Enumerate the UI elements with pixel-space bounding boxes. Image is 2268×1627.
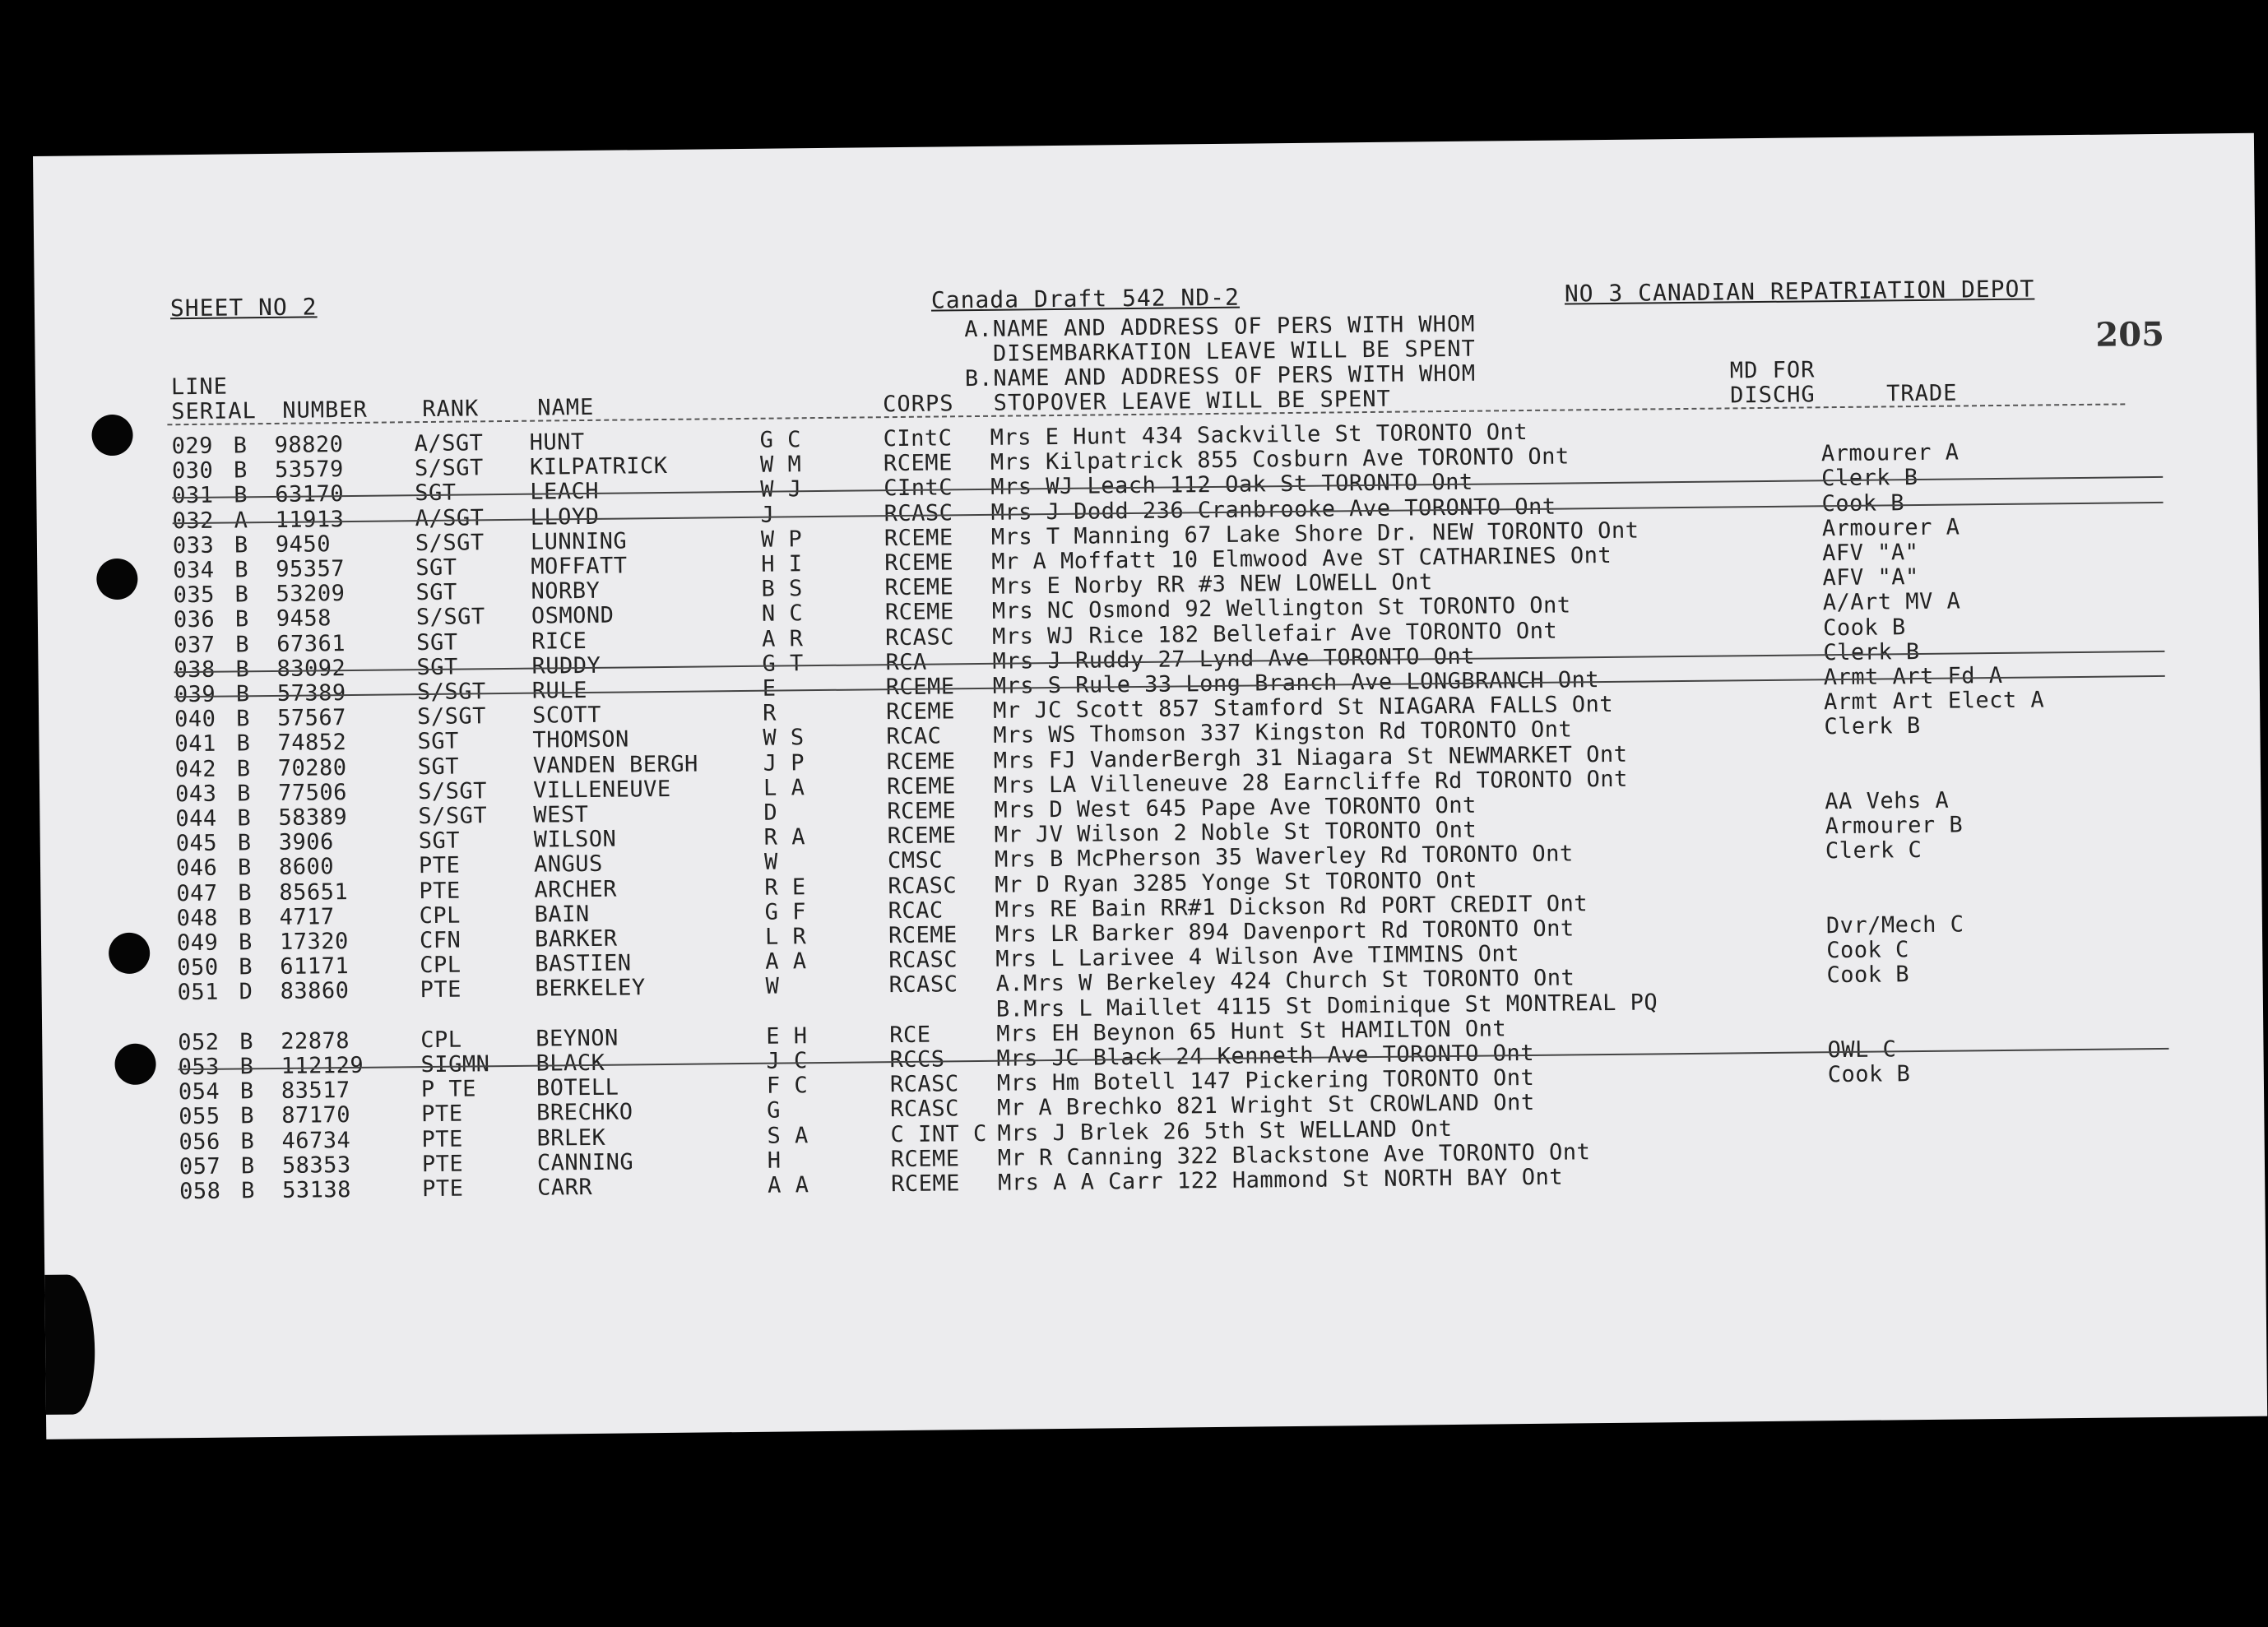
- rank: PTE: [419, 878, 461, 904]
- line-serial: 031: [172, 483, 214, 509]
- leave-address: Mrs NC Osmond 92 Wellington St TORONTO Ont: [991, 592, 1571, 625]
- number-prefix: B: [241, 1178, 256, 1204]
- line-serial: 045: [175, 830, 218, 857]
- leave-address: Mrs JC Black 24 Kenneth Ave TORONTO Ont: [996, 1040, 1535, 1072]
- initials: G T: [762, 651, 804, 677]
- surname: ARCHER: [534, 876, 618, 903]
- surname: LLOYD: [530, 503, 600, 531]
- initials: A A: [765, 948, 807, 975]
- regimental-number: 53579: [274, 457, 344, 484]
- leave-address: Mrs Kilpatrick 855 Cosburn Ave TORONTO Ont: [990, 443, 1570, 476]
- rank: PTE: [422, 1175, 464, 1203]
- trade: AFV "A": [1822, 564, 1919, 591]
- corps: CMSC: [887, 847, 944, 874]
- leave-address: Mr JC Scott 857 Stamford St NIAGARA FALLS Ont: [992, 692, 1614, 725]
- col-name: NAME: [537, 394, 595, 421]
- regimental-number: 57567: [277, 705, 347, 732]
- number-prefix: B: [238, 905, 253, 931]
- line-serial: 044: [175, 805, 217, 832]
- surname: HUNT: [529, 429, 585, 456]
- number-prefix: B: [237, 805, 252, 832]
- surname: BLACK: [536, 1050, 605, 1077]
- number-prefix: A: [234, 507, 248, 534]
- number-prefix: B: [240, 1103, 255, 1129]
- surname: VANDEN BERGH: [532, 751, 699, 779]
- regimental-number: 95357: [276, 556, 346, 582]
- col-line-serial: LINE SERIAL: [170, 373, 257, 425]
- regimental-number: 67361: [276, 630, 346, 657]
- trade: Dvr/Mech C: [1825, 911, 1964, 939]
- col-trade: TRADE: [1885, 380, 1958, 407]
- initials: F C: [766, 1073, 809, 1099]
- trade: Armourer A: [1821, 514, 1960, 542]
- line-serial: 033: [172, 532, 215, 559]
- col-corps: CORPS: [883, 391, 954, 418]
- leave-address: Mrs J Brlek 26 5th St WELLAND Ont: [997, 1115, 1453, 1147]
- corps: RCASC: [884, 499, 953, 526]
- surname: WEST: [533, 801, 589, 828]
- corps: RCEME: [887, 798, 957, 825]
- corps: CIntC: [884, 475, 953, 502]
- initials: L R: [764, 924, 807, 950]
- line-serial: 037: [174, 632, 216, 658]
- trade: Cook B: [1826, 962, 1910, 989]
- leave-address: Mrs WJ Rice 182 Bellefair Ave TORONTO Ont: [992, 618, 1558, 650]
- leave-address: Mrs B McPherson 35 Waverley Rd TORONTO Ont: [994, 841, 1574, 874]
- leave-address: Mr JV Wilson 2 Noble St TORONTO Ont: [994, 817, 1477, 848]
- number-prefix: B: [240, 1128, 255, 1155]
- initials: R: [762, 700, 777, 726]
- leave-address: Mrs Hm Botell 147 Pickering TORONTO Ont: [996, 1065, 1535, 1096]
- number-prefix: B: [237, 830, 252, 856]
- line-serial: 029: [171, 433, 214, 460]
- leave-address: Mrs A A Carr 122 Hammond St NORTH BAY Ont: [997, 1164, 1564, 1196]
- surname: KILPATRICK: [529, 453, 668, 480]
- number-prefix: B: [234, 606, 249, 633]
- regimental-number: 53138: [282, 1177, 352, 1203]
- trade: AFV "A": [1822, 540, 1919, 567]
- initials: R A: [763, 824, 806, 851]
- initials: W S: [763, 725, 805, 752]
- number-prefix: B: [234, 582, 249, 608]
- draft-title: Canada Draft 542 ND-2: [930, 283, 1241, 314]
- number-prefix: B: [239, 1078, 254, 1105]
- rank: CPL: [419, 902, 461, 929]
- corps: RCA: [885, 649, 927, 675]
- rank: S/SGT: [415, 604, 485, 631]
- rank: S/SGT: [417, 703, 487, 730]
- regimental-number: 70280: [277, 754, 347, 781]
- rank: PTE: [421, 1101, 463, 1128]
- rank: PTE: [421, 1126, 463, 1152]
- col-md-for-dischg: MD FOR DISCHG: [1729, 357, 1816, 409]
- surname: RUDDY: [531, 652, 601, 679]
- regimental-number: 85651: [279, 878, 349, 906]
- sheet-number: SHEET NO 2: [169, 293, 318, 322]
- leave-address: Mrs WS Thomson 337 Kingston Rd TORONTO Ont: [993, 716, 1573, 749]
- line-serial: 052: [178, 1029, 220, 1056]
- page-number: 205: [2095, 314, 2165, 355]
- surname: BRLEK: [536, 1124, 606, 1152]
- line-serial: 055: [179, 1104, 220, 1130]
- line-serial: 039: [174, 681, 216, 708]
- line-serial: 035: [173, 582, 216, 609]
- rank: S/SGT: [417, 778, 488, 804]
- regimental-number: 63170: [275, 481, 345, 508]
- initials: W M: [759, 452, 802, 478]
- corps: RCAC: [888, 897, 944, 924]
- initials: H: [767, 1147, 782, 1174]
- line-serial: 046: [175, 855, 218, 882]
- regimental-number: 4717: [279, 904, 335, 930]
- corps: RCE: [889, 1022, 931, 1048]
- trade: Clerk B: [1824, 713, 1921, 740]
- regimental-number: 74852: [277, 730, 347, 757]
- number-prefix: B: [235, 681, 250, 707]
- trade: Cook C: [1826, 937, 1909, 964]
- number-prefix: B: [236, 730, 251, 757]
- line-serial: 040: [174, 706, 216, 733]
- surname: CANNING: [536, 1149, 634, 1176]
- number-prefix: B: [234, 482, 248, 508]
- surname: BRECHKO: [536, 1099, 633, 1127]
- rank: PTE: [418, 853, 461, 879]
- rank: SGT: [416, 654, 458, 680]
- trade: Cook B: [1822, 614, 1906, 641]
- initials: J: [760, 502, 775, 528]
- leave-address: Mr D Ryan 3285 Yonge St TORONTO Ont: [995, 867, 1477, 898]
- surname: BASTIEN: [535, 950, 632, 977]
- leave-address: Mrs E Norby RR #3 NEW LOWELL Ont: [991, 569, 1433, 600]
- leave-address: Mrs T Manning 67 Lake Shore Dr. NEW TORONTO Ont: [990, 517, 1640, 550]
- line-serial: 058: [179, 1178, 221, 1205]
- rank: SGT: [416, 629, 458, 656]
- leave-address: Mrs WJ Leach 112 Oak St TORONTO Ont: [990, 470, 1473, 501]
- number-prefix: B: [237, 855, 253, 881]
- surname: BAIN: [534, 901, 590, 928]
- document-sheet: [33, 133, 2267, 1439]
- regimental-number: 17320: [279, 929, 349, 955]
- line-serial: 034: [173, 557, 215, 584]
- initials: H I: [761, 551, 803, 577]
- initials: W: [763, 849, 778, 876]
- initials: W: [765, 973, 780, 1000]
- line-serial: 041: [174, 731, 216, 758]
- corps: RCAC: [886, 723, 942, 750]
- leave-address: Mrs L Larivee 4 Wilson Ave TIMMINS Ont: [995, 941, 1520, 972]
- leave-address: Mrs J Ruddy 27 Lynd Ave TORONTO Ont: [992, 643, 1476, 674]
- trade: Clerk C: [1825, 837, 1922, 864]
- initials: J P: [763, 749, 805, 776]
- number-prefix: B: [234, 557, 249, 583]
- leave-address: Mrs J Dodd 236 Cranbrooke Ave TORONTO Ont: [990, 494, 1556, 526]
- line-serial: 054: [178, 1078, 220, 1106]
- number-prefix: B: [236, 706, 251, 732]
- initials: E H: [766, 1022, 808, 1050]
- regimental-number: 77506: [277, 779, 348, 806]
- trade: Armt Art Elect A: [1823, 687, 2045, 716]
- number-prefix: B: [235, 656, 250, 683]
- corps: RCASC: [889, 1071, 959, 1098]
- initials: W J: [760, 476, 802, 503]
- corps: RCASC: [890, 1096, 960, 1123]
- rank: SGT: [415, 579, 458, 606]
- rank: CPL: [420, 1027, 462, 1053]
- leave-address: B.Mrs L Maillet 4115 St Dominique St MONTREAL PQ: [995, 989, 1658, 1022]
- leave-address: Mrs S Rule 33 Long Branch Ave LONGBRANCH Ont: [992, 667, 1600, 699]
- corps: RCEME: [884, 525, 953, 551]
- rank: SGT: [417, 729, 459, 755]
- regimental-number: 83860: [280, 978, 350, 1005]
- line-serial: 042: [174, 756, 217, 782]
- corps: C INT C: [890, 1120, 987, 1147]
- regimental-number: 112129: [281, 1052, 364, 1079]
- regimental-number: 61171: [280, 953, 350, 980]
- trade: Armt Art Fd A: [1823, 662, 2003, 691]
- regimental-number: 87170: [281, 1102, 351, 1129]
- initials: W P: [760, 526, 803, 553]
- leave-address: A.Mrs W Berkeley 424 Church St TORONTO Ont: [995, 965, 1575, 998]
- corps: RCASC: [888, 971, 958, 999]
- corps: RCASC: [888, 872, 958, 899]
- initials: E: [762, 675, 777, 702]
- number-prefix: B: [233, 457, 248, 484]
- leave-address: Mrs LR Barker 894 Davenport Rd TORONTO Ont: [995, 915, 1575, 948]
- corps: RCEME: [886, 748, 956, 775]
- leave-address: Mr A Brechko 821 Wright St CROWLAND Ont: [997, 1090, 1535, 1122]
- torn-edge: [44, 1274, 95, 1415]
- line-serial: 047: [176, 880, 218, 906]
- rank: PTE: [421, 1151, 464, 1177]
- surname: LUNNING: [530, 528, 628, 555]
- regimental-number: 53209: [276, 581, 346, 608]
- trade: Cook B: [1821, 489, 1905, 517]
- regimental-number: 3906: [278, 829, 334, 856]
- regimental-number: 58353: [281, 1152, 351, 1179]
- corps: RCEME: [890, 1146, 960, 1172]
- line-serial: 051: [177, 980, 220, 1006]
- number-prefix: B: [238, 879, 253, 906]
- line-serial: 056: [179, 1129, 220, 1155]
- line-serial: 032: [172, 508, 215, 534]
- rank: S/SGT: [415, 530, 485, 556]
- trade: OWL C: [1827, 1036, 1897, 1064]
- corps: RCEME: [890, 1170, 961, 1198]
- col-address: A.NAME AND ADDRESS OF PERS WITH WHOM DISEMBARKATION LEAVE WILL BE SPENT B.NAME AND ADDRESS OF PERS WITH WHOM STOPOVER LEAVE WILL BE SPENT: [964, 311, 1477, 417]
- corps: RCEME: [884, 574, 954, 601]
- initials: S A: [767, 1122, 809, 1149]
- rank: A/SGT: [414, 430, 484, 457]
- regimental-number: 22878: [281, 1027, 350, 1055]
- initials: G C: [759, 427, 802, 453]
- rank: A/SGT: [415, 504, 485, 531]
- leave-address: Mr A Moffatt 10 Elmwood Ave ST CATHARINES Ont: [991, 542, 1612, 575]
- rank: SGT: [415, 480, 457, 507]
- regimental-number: 46734: [281, 1127, 351, 1154]
- surname: MOFFATT: [531, 553, 628, 580]
- line-serial: 043: [174, 781, 217, 808]
- trade: A/Art MV A: [1822, 588, 1961, 616]
- surname: BOTELL: [536, 1074, 619, 1101]
- corps: RCEME: [883, 450, 953, 477]
- surname: RICE: [531, 628, 587, 655]
- number-prefix: D: [239, 979, 253, 1005]
- trade: Clerk B: [1821, 465, 1918, 492]
- rank: CPL: [420, 952, 461, 979]
- trade: Clerk B: [1823, 638, 1920, 666]
- surname: CARR: [537, 1174, 593, 1201]
- rank: SGT: [415, 554, 457, 582]
- line-serial: 030: [171, 457, 214, 484]
- surname: VILLENEUVE: [532, 776, 671, 804]
- leave-address: Mrs E Hunt 434 Sackville St TORONTO Ont: [990, 419, 1528, 451]
- surname: SCOTT: [531, 702, 602, 729]
- surname: NORBY: [531, 577, 601, 605]
- line-serial: 036: [173, 607, 216, 633]
- rank: SGT: [418, 827, 461, 855]
- initials: J C: [766, 1048, 809, 1074]
- surname: LEACH: [530, 479, 600, 506]
- rank: PTE: [420, 976, 462, 1004]
- corps: RCEME: [888, 922, 958, 949]
- surname: RULE: [531, 677, 588, 704]
- leave-address: Mrs LA Villeneuve 28 Earncliffe Rd TORONTO Ont: [993, 766, 1628, 799]
- number-prefix: B: [233, 433, 248, 459]
- corps: RCEME: [884, 599, 954, 626]
- initials: B S: [761, 576, 804, 602]
- initials: R E: [764, 874, 806, 901]
- rank: SGT: [417, 753, 460, 780]
- rank: P TE: [420, 1076, 477, 1103]
- rank: SIGMN: [420, 1051, 490, 1078]
- initials: A R: [762, 625, 804, 652]
- rank: CFN: [419, 927, 461, 954]
- regimental-number: 11913: [275, 506, 345, 533]
- line-serial: 050: [177, 954, 219, 981]
- number-prefix: B: [234, 532, 248, 559]
- corps: RCEME: [884, 549, 954, 577]
- number-prefix: B: [239, 1054, 254, 1080]
- corps: RCEME: [885, 674, 955, 701]
- surname: ANGUS: [533, 851, 603, 878]
- line-serial: 038: [174, 656, 216, 684]
- regimental-number: 57389: [276, 680, 346, 707]
- surname: THOMSON: [532, 726, 629, 754]
- corps: RCCS: [889, 1046, 945, 1073]
- initials: G: [767, 1097, 782, 1124]
- number-prefix: B: [236, 781, 252, 807]
- regimental-number: 83092: [276, 655, 346, 682]
- initials: L A: [763, 775, 805, 801]
- number-prefix: B: [239, 954, 253, 980]
- initials: D: [763, 800, 778, 826]
- regimental-number: 8600: [278, 854, 335, 881]
- corps: RCEME: [886, 773, 957, 800]
- corps: RCASC: [885, 623, 955, 651]
- surname: OSMOND: [531, 603, 615, 630]
- rank: S/SGT: [414, 455, 484, 482]
- line-serial: 053: [178, 1054, 220, 1081]
- leave-address: Mrs D West 645 Pape Ave TORONTO Ont: [994, 792, 1477, 823]
- surname: BARKER: [534, 925, 618, 953]
- number-prefix: B: [236, 755, 251, 782]
- regimental-number: 98820: [274, 432, 344, 458]
- regimental-number: 9458: [276, 605, 332, 633]
- regimental-number: 58389: [278, 804, 348, 831]
- initials: G F: [764, 899, 807, 925]
- surname: BEYNON: [536, 1025, 619, 1052]
- line-serial: 057: [179, 1153, 221, 1180]
- depot-name: NO 3 CANADIAN REPATRIATION DEPOT: [1564, 275, 2035, 308]
- trade: Cook B: [1827, 1061, 1911, 1088]
- rank: S/SGT: [418, 803, 488, 830]
- corps: CIntC: [883, 425, 953, 452]
- leave-address: Mrs EH Beynon 65 Hunt St HAMILTON Ont: [996, 1016, 1507, 1047]
- trade: Armourer B: [1825, 812, 1964, 840]
- trade: Armourer A: [1820, 439, 1960, 467]
- surname: WILSON: [533, 826, 617, 853]
- corps: RCASC: [888, 947, 958, 974]
- surname: BERKELEY: [535, 975, 646, 1003]
- leave-address: Mr R Canning 322 Blackstone Ave TORONTO Ont: [997, 1139, 1591, 1171]
- number-prefix: B: [240, 1153, 255, 1180]
- corps: RCEME: [887, 823, 957, 850]
- initials: A A: [767, 1172, 809, 1198]
- number-prefix: B: [239, 1029, 254, 1055]
- line-serial: 049: [176, 929, 219, 957]
- number-prefix: B: [235, 631, 250, 658]
- leave-address: Mrs FJ VanderBergh 31 Niagara St NEWMARKET Ont: [993, 741, 1628, 774]
- regimental-number: 83517: [281, 1078, 350, 1105]
- corps: RCEME: [885, 698, 956, 725]
- leave-address: Mrs RE Bain RR#1 Dickson Rd PORT CREDIT Ont: [995, 891, 1589, 923]
- regimental-number: 9450: [275, 531, 332, 558]
- trade: AA Vehs A: [1825, 787, 1950, 815]
- rank: S/SGT: [416, 679, 486, 706]
- line-serial: 048: [176, 905, 219, 932]
- number-prefix: B: [238, 929, 253, 956]
- col-number: NUMBER: [282, 396, 368, 424]
- col-rank: RANK: [422, 396, 480, 423]
- initials: N C: [761, 600, 804, 628]
